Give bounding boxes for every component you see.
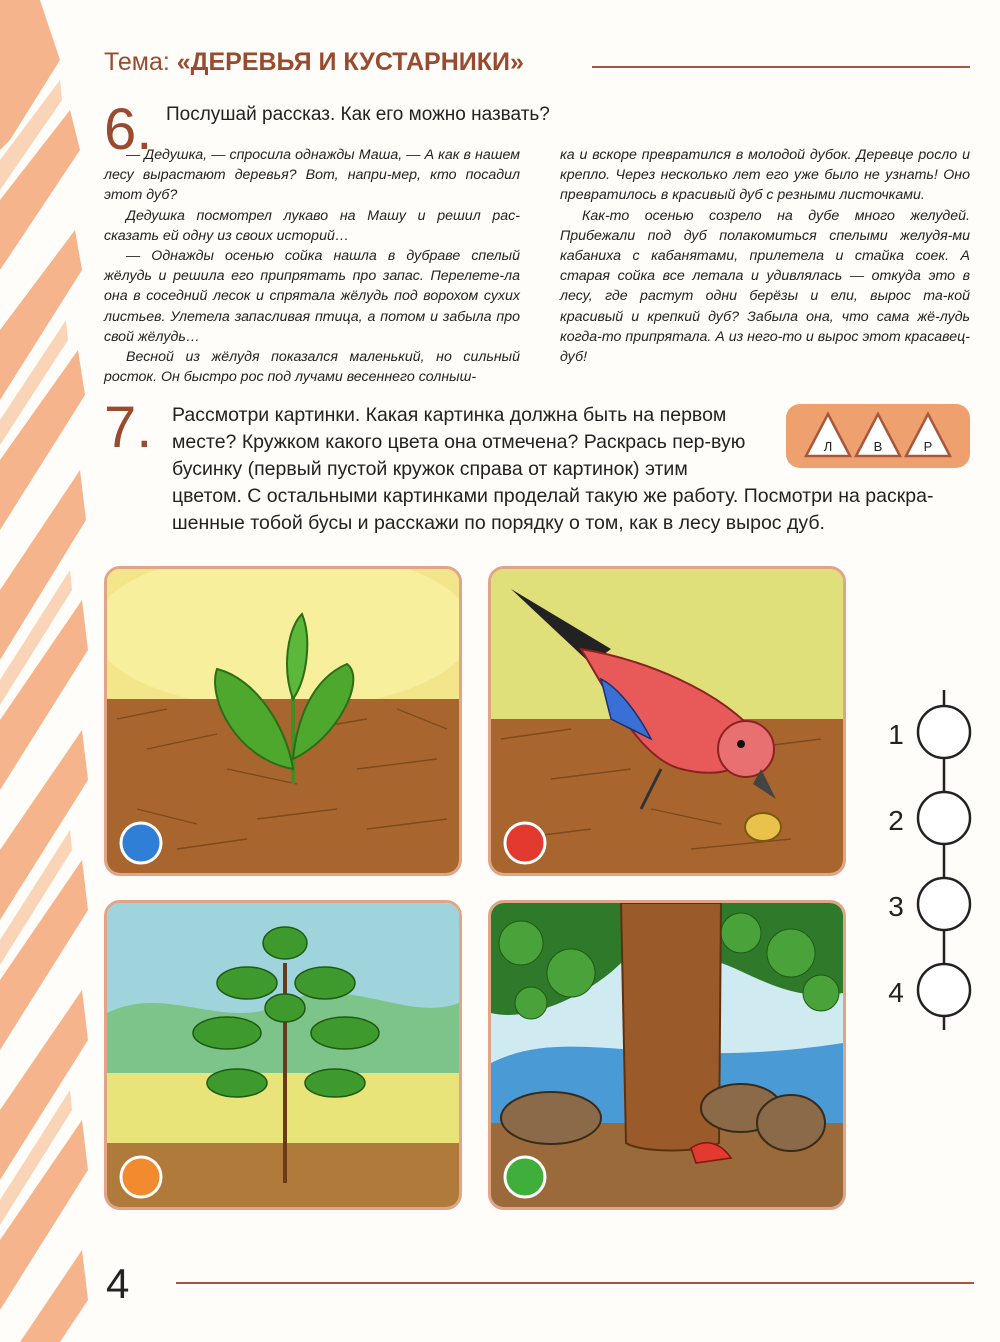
badge-letter-l: Л: [823, 439, 833, 454]
marker-dot: [121, 1157, 161, 1197]
beads-chain: [880, 690, 980, 1030]
task7-text-second-part: цветом. С остальными картинками проделай такую же работу. Посмотри на раскра-шенные тобой бусы и расскажи по порядку о том, как в лесу вырос дуб.: [172, 485, 934, 534]
story-paragraph: — Дедушка, — спросила однажды Маша, — А как в нашем лесу вырастают деревья? Вот, напри-мер, кто посадил этот дуб?: [104, 147, 520, 204]
story-right-column: [560, 145, 970, 367]
marker-dot: [505, 1157, 545, 1197]
story-paragraph: Как-то осенью созрело на дубе много желудей. Прибежали под дуб полакомиться спелыми желудя-ми кабаниха с кабанятами, прилетела и стайка соек. А старая сойка все летала и удивлялась — откуда это в лесу, где растут одни берёзы и ели, вырос та-кой красивый и крепкий дуб? Забыла она, что сама жё-лудь когда-то припрятала. А из него-то и вырос этот красавец-дуб!: [560, 207, 970, 366]
task7-number: 7.: [104, 395, 153, 460]
task6-title: Послушай рассказ. Как его можно назвать?: [166, 104, 550, 125]
bead-number: 4: [888, 977, 904, 1008]
story-paragraph: ка и вскоре превратился в молодой дубок. Деревце росло и крепло. Через несколько лет его уже было не узнать! Оно превратилось в красивый дуб с резными листочками.: [560, 147, 970, 204]
skills-badge: [786, 404, 970, 468]
topic-heading: [104, 48, 524, 77]
bead-1: [918, 706, 970, 758]
task7-text-first-part: Рассмотри картинки. Какая картинка должна быть на первом месте? Кружком какого цвета она отмечена? Раскрась пер-вую бусинку (первый пустой кружок справа от картинок) этим: [172, 404, 746, 480]
topic-label: Тема:: [104, 48, 170, 76]
story-paragraph: Дедушка посмотрел лукаво на Машу и решил рас-сказать ей одну из своих историй…: [104, 207, 520, 244]
badge-letter-r: Р: [923, 439, 933, 454]
footer-divider: [176, 1282, 974, 1284]
bead-number: 3: [888, 891, 904, 922]
decorative-brush-stripes: [0, 0, 90, 1342]
topic-title: «ДЕРЕВЬЯ И КУСТАРНИКИ»: [176, 48, 524, 76]
page-number: 4: [106, 1260, 130, 1307]
bead-2: [918, 792, 970, 844]
marker-dot: [121, 823, 161, 863]
young-oak-picture: [104, 900, 462, 1210]
bead-number: 1: [888, 719, 904, 750]
story-paragraph: — Однажды осенью сойка нашла в дубраве спелый жёлудь и решила его припрятать про запас. Перелете-ла она в соседний лесок и спрятала жёлудь под ворохом сухих листьев. Улетела запасливая птица, а потом и забыла про свой жёлудь…: [104, 248, 520, 345]
sprout-picture: [104, 566, 462, 876]
bead-3: [918, 878, 970, 930]
badge-letter-v: В: [873, 439, 883, 454]
marker-dot: [505, 823, 545, 863]
big-oak-boars-picture: [488, 900, 846, 1210]
task6-number: 6.: [104, 97, 153, 162]
story-paragraph: Весной из жёлудя показался маленький, но сильный росток. Он быстро рос под лучами весеннего солныш-: [104, 349, 520, 386]
bead-number: 2: [888, 805, 904, 836]
bead-4: [918, 964, 970, 1016]
story-left-column: [104, 145, 520, 387]
topic-divider: [592, 66, 970, 68]
jay-acorn-picture: [488, 566, 846, 876]
